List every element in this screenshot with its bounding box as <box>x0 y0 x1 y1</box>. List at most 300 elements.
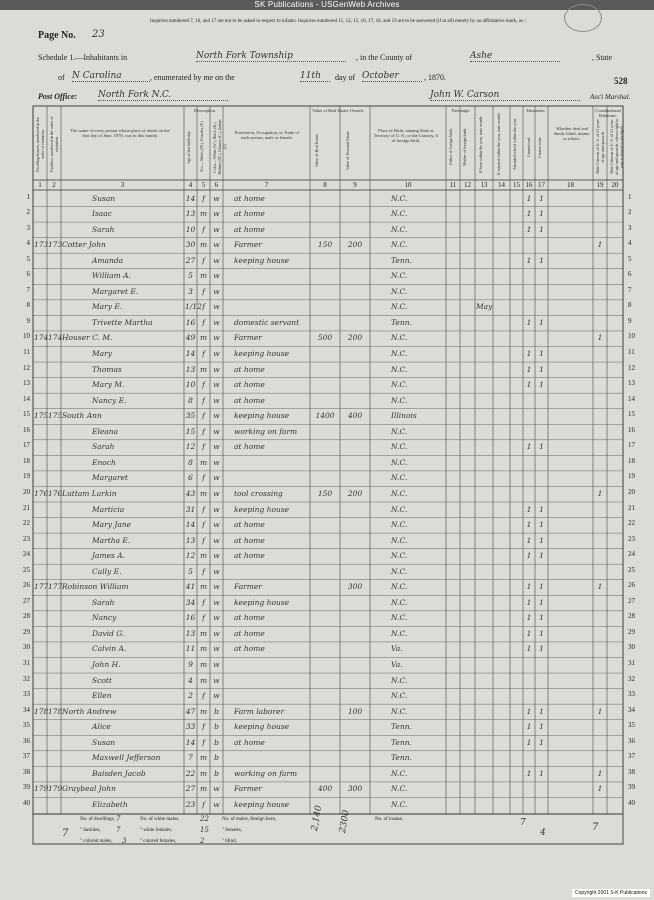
sex: f <box>202 349 205 358</box>
personal-estate-value: 200 <box>347 240 363 250</box>
cannot-write: 1 <box>539 628 544 638</box>
heading-age: Age at last birth-day. <box>186 130 191 164</box>
color: w <box>213 255 220 265</box>
cannot-write: 1 <box>539 582 544 592</box>
person-name: Ellen <box>92 691 112 701</box>
line-number: 14 <box>23 394 30 403</box>
age: 14 <box>185 193 196 203</box>
birthplace: N.C. <box>391 691 408 701</box>
footer-families: 7 <box>116 826 121 834</box>
sex: f <box>202 737 205 747</box>
birthplace: N.C. <box>391 457 408 467</box>
column-number: 3 <box>120 181 125 189</box>
person-name: Marticia <box>92 504 125 514</box>
sex: m <box>199 271 208 281</box>
marshal-name: John W. Carson <box>430 90 580 101</box>
line-number: 31 <box>23 659 30 667</box>
cannot-write: 1 <box>539 644 544 654</box>
line-number: 23 <box>23 534 30 543</box>
line-number: 39 <box>23 783 30 792</box>
family-number: 179 <box>48 784 63 794</box>
age: 33 <box>185 722 196 732</box>
line-number: 9 <box>26 316 30 325</box>
sex: f <box>202 224 205 234</box>
heading-male-citizens: Male Citizens of U. S. of 21 years of age and upwards. <box>595 119 605 175</box>
enumerated-label: , enumerated by me on the <box>150 73 235 82</box>
age: 47 <box>185 706 196 716</box>
sex: m <box>199 364 208 374</box>
cannot-write: 1 <box>539 193 544 203</box>
family-number: 177 <box>48 582 63 592</box>
cannot-read: 1 <box>526 520 532 530</box>
dwelling-number: 179 <box>34 784 49 794</box>
enumeration-day: 11th <box>300 71 330 82</box>
person-name: Baisden Jacob <box>92 768 146 778</box>
real-estate-value: 150 <box>317 488 333 498</box>
line-number-right: 16 <box>628 425 635 434</box>
heading-name: The name of every person whose place of abode on the first day of June, 1870, was in this family. <box>70 128 170 138</box>
person-name: William A. <box>92 271 131 281</box>
family-number: 175 <box>48 411 63 421</box>
line-number-right: 24 <box>628 550 635 559</box>
line-number: 34 <box>23 705 30 714</box>
birthplace: Illinois <box>391 411 417 421</box>
color: w <box>213 644 220 654</box>
sex: m <box>199 753 208 763</box>
post-office: North Fork N.C. <box>98 90 228 101</box>
birthplace: Va. <box>391 644 403 654</box>
person-name: Enoch <box>92 457 116 467</box>
occupation: at home <box>234 628 265 638</box>
birth-month: May <box>476 302 493 312</box>
sex: f <box>202 566 205 576</box>
column-number: 17 <box>538 181 545 189</box>
birthplace: N.C. <box>391 442 408 452</box>
line-number-right: 25 <box>628 565 635 574</box>
column-number: 10 <box>404 181 412 189</box>
line-number-right: 5 <box>628 254 632 263</box>
cannot-read: 1 <box>526 768 532 778</box>
color: b <box>214 768 219 778</box>
male-citizen: 1 <box>597 784 603 794</box>
footer-colored-males: 3 <box>122 837 127 845</box>
age: 9 <box>188 660 193 669</box>
birthplace: N.C. <box>391 566 408 576</box>
line-number: 36 <box>23 736 30 745</box>
line-number: 37 <box>23 752 30 761</box>
age: 16 <box>185 613 196 623</box>
occupation: at home <box>234 535 265 545</box>
person-name: Sarah <box>92 224 115 234</box>
cannot-read: 1 <box>526 597 532 607</box>
sex: f <box>202 426 205 436</box>
line-number-right: 11 <box>628 348 635 356</box>
line-number-right: 22 <box>628 519 635 528</box>
line-number: 4 <box>26 239 30 248</box>
birthplace: N.C. <box>391 582 408 592</box>
birthplace: N.C. <box>391 349 408 358</box>
column-number: 19 <box>596 181 604 189</box>
birthplace: N.C. <box>391 520 408 530</box>
person-name: Mary M. <box>92 380 125 390</box>
occupation: at home <box>234 520 265 530</box>
heading-color: Color.—White (W.), Black (B.), Mulatto (M.), Chinese (C.), Indian (I.) <box>212 119 227 175</box>
heading-vote-denied: Male Citizens of U. S. of 21 years of age and upwards, whose right to vote is denied or abridged. <box>609 118 624 176</box>
cannot-read: 1 <box>526 317 532 327</box>
footer-personal-estate-total: 2300 <box>338 809 352 834</box>
cannot-read: 1 <box>526 582 532 592</box>
color: w <box>213 317 220 327</box>
person-name: Cally E. <box>92 566 122 576</box>
heading-school: Attended school within the year. <box>512 118 517 170</box>
heading-description: Description. <box>193 108 217 113</box>
heading-constitutional: Constitutional Relations. <box>595 108 621 118</box>
age: 13 <box>185 364 196 374</box>
line-number: 5 <box>26 254 30 263</box>
male-citizen: 1 <box>597 768 603 778</box>
instructions-note: Inquiries numbered 7, 16, and 17 are not to be asked in respect to infants. Inquiries numbered 11, 12, 15, 16, 17, 18, and 19 are to be answered (if at all) merely by an affirmative mark, as /. <box>150 19 527 24</box>
birthplace: N.C. <box>391 193 408 203</box>
color: w <box>213 349 220 358</box>
footer-insane-label: No. of insane, <box>375 817 404 822</box>
occupation: at home <box>234 209 265 219</box>
cannot-write: 1 <box>539 551 544 561</box>
line-number: 12 <box>23 363 30 372</box>
sex: m <box>199 784 208 794</box>
birthplace: Tenn. <box>391 737 412 747</box>
person-name: Elizabeth <box>92 799 128 809</box>
color: w <box>213 784 220 794</box>
footer-families-label: " families, <box>80 828 101 833</box>
personal-estate-value: 400 <box>347 411 363 421</box>
line-number: 22 <box>23 519 30 528</box>
person-name: Susan <box>92 737 116 747</box>
cannot-write: 1 <box>539 255 544 265</box>
personal-estate-value: 300 <box>347 784 363 794</box>
footer-total-dwellings-mark: 7 <box>62 828 69 839</box>
footer-white-females-label: " white females, <box>140 828 173 833</box>
color: b <box>214 737 219 747</box>
heading-born-year: If born within the year, state month. <box>478 115 483 173</box>
occupation: keeping house <box>234 722 290 732</box>
line-number-right: 21 <box>628 503 635 512</box>
line-number: 40 <box>23 798 30 807</box>
enumeration-month: October <box>362 71 422 82</box>
color: w <box>213 597 220 607</box>
birthplace: N.C. <box>391 224 408 234</box>
age: 14 <box>185 520 196 530</box>
occupation: at home <box>234 380 265 390</box>
footer-females-foreign-label: " females, <box>222 828 243 833</box>
cannot-write: 1 <box>539 380 544 390</box>
column-number: 14 <box>498 181 505 189</box>
line-number: 3 <box>26 223 30 232</box>
line-number-right: 28 <box>628 612 635 621</box>
line-number-right: 31 <box>628 659 635 667</box>
cannot-read: 1 <box>526 644 532 654</box>
heading-birthplace: Place of Birth, naming State or Territory of U. S.; or the Country, if of foreign birth. <box>373 128 439 143</box>
birthplace: N.C. <box>391 333 408 343</box>
person-name: Calvin A. <box>92 644 127 654</box>
sex: m <box>199 628 208 638</box>
cannot-read: 1 <box>526 193 532 203</box>
sex: m <box>199 457 208 467</box>
heading-mother-foreign: Mother of foreign birth. <box>462 127 467 167</box>
footer-school-total: 7 <box>520 818 526 828</box>
state-label: , State <box>592 53 612 62</box>
column-number: 8 <box>323 181 327 189</box>
age: 16 <box>185 317 196 327</box>
color: w <box>213 442 220 452</box>
birthplace: N.C. <box>391 488 408 498</box>
occupation: Farmer <box>234 240 262 250</box>
real-estate-value: 400 <box>317 784 333 794</box>
age: 2 <box>188 691 193 701</box>
line-number-right: 34 <box>628 705 635 714</box>
age: 7 <box>188 753 193 763</box>
birthplace: Tenn. <box>391 255 412 265</box>
heading-deaf-blind: Whether deaf and dumb, blind, insane, or idiotic. <box>553 126 591 141</box>
sex: f <box>202 302 205 312</box>
cannot-write: 1 <box>539 535 544 545</box>
birthplace: N.C. <box>391 675 408 685</box>
male-citizen: 1 <box>597 240 603 250</box>
column-number: 13 <box>480 181 488 189</box>
cannot-read: 1 <box>526 535 532 545</box>
dwelling-number: 173 <box>34 240 49 250</box>
dwelling-number: 176 <box>34 488 49 498</box>
color: w <box>213 566 220 576</box>
male-citizen: 1 <box>597 582 603 592</box>
column-number: 4 <box>188 181 193 189</box>
person-name: Alice <box>92 722 111 732</box>
color: w <box>213 380 220 390</box>
age: 30 <box>185 240 196 250</box>
line-number-right: 33 <box>628 690 635 699</box>
person-name: John H. <box>92 660 121 669</box>
color: w <box>213 520 220 530</box>
line-number-right: 37 <box>628 752 635 761</box>
footer-colored-males-label: " colored males, <box>80 839 113 844</box>
personal-estate-value: 200 <box>347 333 363 343</box>
person-name: Nancy <box>92 613 117 623</box>
color: b <box>214 706 219 716</box>
person-name: Maxwell Jefferson <box>92 753 161 763</box>
family-number: 173 <box>48 240 63 250</box>
line-number-right: 36 <box>628 736 635 745</box>
cannot-read: 1 <box>526 255 532 265</box>
heading-father-foreign: Father of foreign birth. <box>448 128 453 166</box>
color: w <box>213 333 220 343</box>
line-number-right: 1 <box>628 192 632 201</box>
cannot-read: 1 <box>526 349 532 358</box>
age: 4 <box>188 675 193 685</box>
line-number-right: 32 <box>628 674 635 683</box>
column-number: 6 <box>214 181 219 189</box>
color: w <box>213 193 220 203</box>
real-estate-value: 150 <box>317 240 333 250</box>
cannot-read: 1 <box>526 706 532 716</box>
color: w <box>213 582 220 592</box>
occupation: working on farm <box>234 768 298 778</box>
cannot-read: 1 <box>526 504 532 514</box>
sex: f <box>202 799 205 809</box>
age: 10 <box>185 224 196 234</box>
cannot-write: 1 <box>539 224 544 234</box>
sex: f <box>202 255 205 265</box>
person-name: South Ann <box>62 411 102 421</box>
column-number: 11 <box>449 181 457 189</box>
occupation: keeping house <box>234 411 290 421</box>
sex: f <box>202 535 205 545</box>
family-number: 176 <box>48 488 63 498</box>
occupation: at home <box>234 395 265 405</box>
age: 11 <box>185 644 196 654</box>
age: 34 <box>185 597 196 607</box>
cannot-write: 1 <box>539 209 544 219</box>
stamp-number: 528 <box>614 76 628 86</box>
line-number: 16 <box>23 425 30 434</box>
sex: f <box>202 520 205 530</box>
person-name: Scott <box>92 675 112 685</box>
sex: m <box>199 488 208 498</box>
occupation: at home <box>234 551 265 561</box>
line-number: 33 <box>23 690 30 699</box>
personal-estate-value: 300 <box>347 582 363 592</box>
sex: f <box>202 411 205 421</box>
real-estate-value: 1400 <box>315 411 335 421</box>
line-number-right: 9 <box>628 316 632 325</box>
age: 13 <box>185 628 196 638</box>
color: w <box>213 395 220 405</box>
person-name: Houser C. M. <box>62 333 113 343</box>
line-number: 17 <box>23 441 30 450</box>
heading-married-year: If married within the year, state month. <box>496 112 501 176</box>
occupation: at home <box>234 224 265 234</box>
line-number-right: 10 <box>628 332 635 341</box>
family-number: 174 <box>48 333 63 343</box>
color: w <box>213 504 220 514</box>
personal-estate-value: 200 <box>347 488 363 498</box>
age: 23 <box>185 799 196 809</box>
color: b <box>214 753 219 763</box>
occupation: keeping house <box>234 799 290 809</box>
sex: f <box>202 722 205 732</box>
occupation: at home <box>234 364 265 374</box>
birthplace: N.C. <box>391 799 408 809</box>
sex: m <box>199 675 208 685</box>
age: 1/12 <box>185 302 202 312</box>
sex: f <box>202 286 205 296</box>
person-name: Robinson William <box>62 582 129 592</box>
line-number: 15 <box>23 410 30 419</box>
line-number: 35 <box>23 721 30 730</box>
color: w <box>213 799 220 809</box>
birthplace: N.C. <box>391 426 408 436</box>
cannot-read: 1 <box>526 551 532 561</box>
birthplace: Tenn. <box>391 317 412 327</box>
birthplace: Tenn. <box>391 753 412 763</box>
birthplace: N.C. <box>391 380 408 390</box>
sex: m <box>199 660 208 669</box>
line-number-right: 4 <box>628 239 632 248</box>
column-number: 5 <box>201 181 206 189</box>
footer-males-foreign-label: No. of males, foreign born, <box>222 817 277 822</box>
person-name: Margaret E. <box>92 286 139 296</box>
person-name: Eleana <box>92 426 119 436</box>
color: w <box>213 271 220 281</box>
archive-banner: SK Publications - USGenWeb Archives <box>0 0 654 10</box>
line-number-right: 3 <box>628 223 632 232</box>
occupation: Farm laborer <box>234 706 285 716</box>
line-number-right: 14 <box>628 394 635 403</box>
sex: f <box>202 504 205 514</box>
age: 10 <box>185 380 196 390</box>
male-citizen: 1 <box>597 488 603 498</box>
schedule-label: Schedule 1.—Inhabitants in <box>38 53 128 62</box>
sex: f <box>202 473 205 483</box>
birthplace: N.C. <box>391 535 408 545</box>
dwelling-number: 178 <box>34 706 49 716</box>
sex: f <box>202 380 205 390</box>
occupation: at home <box>234 737 265 747</box>
color: w <box>213 628 220 638</box>
sex: f <box>202 395 205 405</box>
line-number-right: 26 <box>628 581 635 590</box>
cannot-read: 1 <box>526 628 532 638</box>
county-label: , in the County of <box>356 53 413 62</box>
year-label: , 1870. <box>424 73 446 82</box>
cannot-write: 1 <box>539 504 544 514</box>
color: w <box>213 488 220 498</box>
copyright-label: Copyright 2001 S-K Publications <box>572 889 650 897</box>
color: w <box>213 209 220 219</box>
occupation: tool crossing <box>234 488 283 498</box>
line-number-right: 29 <box>628 627 635 636</box>
cannot-read: 1 <box>526 209 532 219</box>
heading-education: Education. <box>526 108 546 113</box>
column-number: 16 <box>525 181 533 189</box>
person-name: Nancy E. <box>92 395 127 405</box>
sex: f <box>202 691 205 701</box>
column-number: 15 <box>513 181 520 189</box>
column-number: 9 <box>353 181 357 189</box>
occupation: at home <box>234 442 265 452</box>
age: 41 <box>185 582 196 592</box>
person-name: Martha E. <box>92 535 131 545</box>
color: w <box>213 660 220 669</box>
sex: f <box>202 442 205 452</box>
line-number: 24 <box>23 550 30 559</box>
line-number-right: 20 <box>628 487 635 496</box>
footer-white-males-label: No. of white males, <box>140 817 180 822</box>
marshal-label: Ass't Marshal. <box>590 93 631 101</box>
occupation: Farmer <box>234 333 262 343</box>
color: b <box>214 722 219 732</box>
dwelling-number: 175 <box>34 411 49 421</box>
heading-cannot-write: Cannot write. <box>537 136 542 158</box>
birthplace: N.C. <box>391 597 408 607</box>
footer-colored-females: 2 <box>200 837 205 845</box>
column-number: 7 <box>264 181 269 189</box>
line-number-right: 15 <box>628 410 635 419</box>
age: 27 <box>185 255 196 265</box>
person-name: Sarah <box>92 442 115 452</box>
line-number: 26 <box>23 581 30 590</box>
line-number-right: 12 <box>628 363 635 372</box>
line-number: 1 <box>26 192 30 201</box>
person-name: Cotter John <box>62 240 106 250</box>
